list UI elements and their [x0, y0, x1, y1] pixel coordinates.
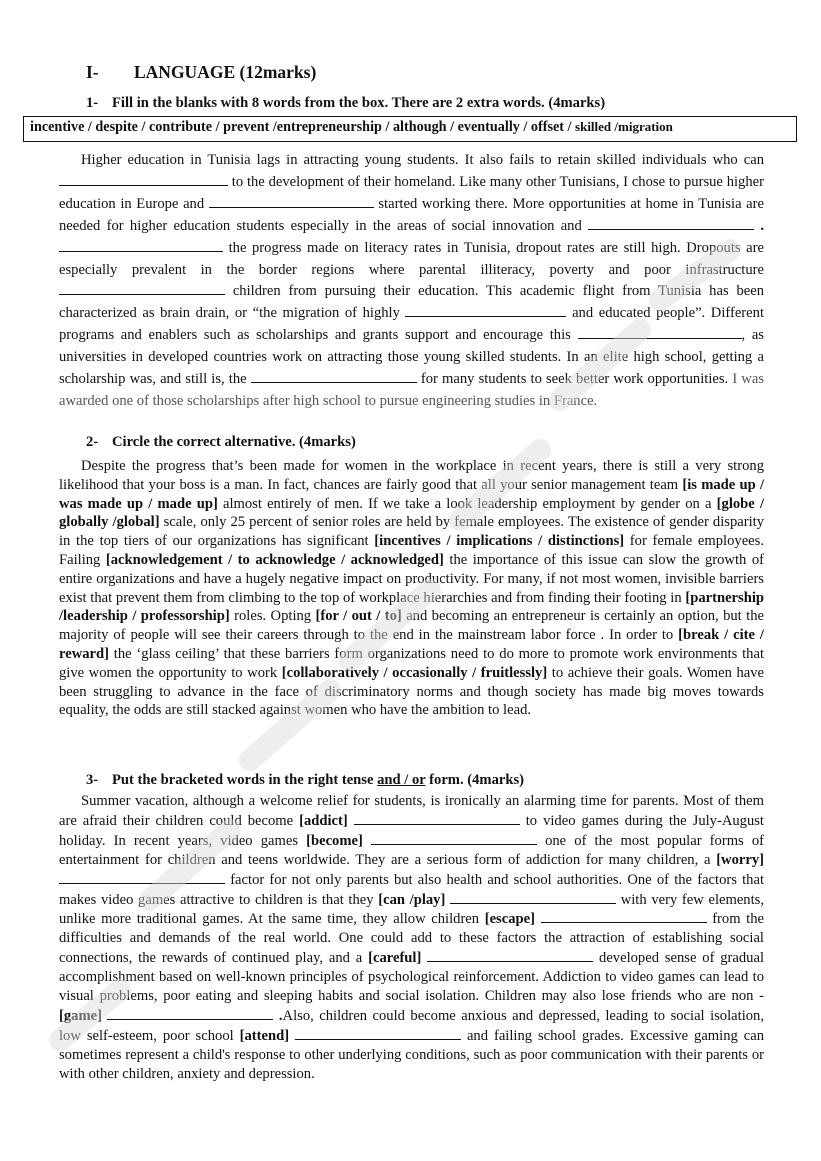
blank-3[interactable] — [588, 216, 754, 230]
text-segment: I was awarded one of those scholarships after high school to pursue engineering studies in France. — [59, 371, 764, 409]
text-segment: Despite the progress that’s been made for women in the workplace in recent years, there is still a very strong likelihood that your boss is a man. In fact, chances are fairly good that all your senior management team — [59, 458, 764, 493]
text-segment: . — [273, 1007, 283, 1024]
text-segment: , as universities in developed countries work on attracting those young skilled students. In an elite high school, getting a scholarship was, and still is, the — [59, 327, 764, 388]
text-segment: and failing school grades. Excessive gaming can sometimes represent a child's response to other underlying conditions, such as poor communication with their parents or with other children, anxiety and depression. — [59, 1027, 764, 1082]
bracketed-word: [careful] — [368, 950, 422, 967]
exercise-3-instructions-end: form. (4marks) — [425, 772, 524, 788]
exercise-2-title — [86, 434, 356, 451]
bracketed-word: [escape] — [484, 911, 535, 928]
bracketed-word: [attend] — [239, 1027, 290, 1044]
text-segment: for female employees. Failing — [59, 533, 764, 568]
section-heading — [86, 62, 316, 83]
text-segment: with very few elements, unlike more traditional games. At the same time, they allow children — [59, 891, 764, 928]
verb-blank-1[interactable] — [354, 811, 520, 825]
text-segment: the progress made on literacy rates in Tunisia, dropout rates are still high. Dropouts are especially prevalent in the border regions where parental illiteracy, poverty and poor infrastructure — [59, 239, 764, 278]
text-segment: . — [754, 217, 764, 234]
text-segment: to achieve their goals. Women have been struggling to advance in the face of discriminatory norms and though society has made big moves towards equality, the odds are still stacked against women who have the ambition to lead. — [59, 664, 764, 719]
exercise-3-instructions-underlined: and / or — [377, 772, 426, 788]
bracketed-word: [addict] — [299, 812, 348, 829]
text-segment: to the development of their homeland. Like many other Tunisians, I chose to pursue higher education in Europe and — [59, 173, 764, 212]
text-segment: scale, only 25 percent of senior roles are held by female employees. The existence of gender disparity in the top tiers of our organizations has significant — [59, 514, 764, 550]
exercise-3-instructions: Put the bracketed words in the right tense — [112, 772, 378, 788]
section-number: I- — [86, 62, 99, 82]
blank-1[interactable] — [59, 172, 228, 186]
verb-blank-6[interactable] — [427, 948, 593, 962]
verb-blank-5[interactable] — [541, 909, 707, 923]
alternative-choice-3[interactable]: [incentives / implications / distinctions] — [374, 533, 625, 550]
text-segment: the ‘glass ceiling’ that these barriers form organizations need to do more to promote work environments that give women the opportunity to work — [59, 645, 764, 681]
text-segment: children from pursuing their education. This academic flight from Tunisia has been characterized as brain drain, or “the migration of highly — [59, 283, 764, 322]
exercise-2-text — [59, 457, 764, 720]
word-box — [23, 116, 797, 142]
bracketed-word: [can /play] — [378, 891, 446, 908]
bracketed-word: [become] — [306, 832, 363, 849]
text-segment: to video games during the July-August holiday. In recent years, video games — [59, 812, 764, 849]
bracketed-word: [worry] — [716, 851, 764, 868]
alternative-choice-5[interactable]: [partnership /leadership / professorship] — [59, 589, 764, 625]
exercise-2-instructions: Circle the correct alternative. (4marks) — [112, 434, 356, 450]
alternative-choice-2[interactable]: [globe / globally /global] — [59, 495, 764, 531]
alternative-choice-6[interactable]: [for / out / to] — [315, 608, 402, 625]
text-segment: Summer vacation, although a welcome relief for students, is ironically an alarming time for parents. Most of them are afraid their children could become — [59, 793, 764, 829]
text-segment: started working there. More opportunities at home in Tunisia are needed for higher education students especially in the areas of social innovation and — [59, 195, 764, 234]
verb-blank-8[interactable] — [295, 1026, 461, 1040]
bracketed-word: [game] — [59, 1007, 102, 1024]
verb-blank-3[interactable] — [59, 870, 225, 884]
alternative-choice-7[interactable]: [break / cite / reward] — [59, 627, 764, 662]
text-segment: and educated people”. Different programs and enablers such as scholarships and grants support and encourage this — [59, 305, 764, 344]
text-segment: and becoming an entrepreneur is certainly an option, but the majority of people will see their careers through to the end in the mainstream labor force . In order to — [59, 608, 764, 644]
exercise-1-number: 1- — [86, 95, 99, 111]
verb-blank-4[interactable] — [450, 890, 616, 904]
text-segment: Also, children could become anxious and depressed, leading to social isolation, low self-esteem, poor school — [59, 1007, 764, 1044]
section-title: LANGUAGE (12marks) — [134, 62, 317, 82]
alternative-choice-1[interactable]: [is made up / was made up / made up] — [59, 476, 765, 512]
blank-4[interactable] — [59, 238, 223, 252]
exercise-3-title — [86, 772, 524, 789]
exercise-1-text — [59, 150, 764, 413]
text-segment: the importance of this issue can slow the growth of entire organizations and have a hugely negative impact on productivity. For many, if not most women, invisible barriers exist that prevent them from climbing to the top of workplace hierarchies and from finding their footing in — [59, 551, 764, 606]
text-segment: almost entirely of men. If we take a look leadership employment by gender on a — [217, 495, 717, 512]
word-box-words-small: skilled /migration — [575, 119, 673, 134]
text-segment: for many students to seek better work opportunities. — [416, 371, 729, 388]
blank-6[interactable] — [405, 303, 566, 317]
alternative-choice-8[interactable]: [collaboratively / occasionally / fruitlessly] — [281, 664, 548, 681]
blank-2[interactable] — [209, 194, 374, 208]
verb-blank-7[interactable] — [107, 1006, 273, 1020]
text-segment: factor for not only parents but also health and school authorities. One of the factors that makes video games attractive to children is that they — [59, 871, 764, 908]
text-segment: roles. Opting — [229, 608, 316, 625]
verb-blank-2[interactable] — [371, 831, 537, 845]
blank-5[interactable] — [59, 281, 225, 295]
text-segment: Higher education in Tunisia lags in attracting young students. It also fails to retain skilled individuals who can — [81, 152, 764, 168]
blank-8[interactable] — [251, 369, 417, 383]
exercise-2-number: 2- — [86, 434, 99, 450]
exercise-1-title — [86, 95, 605, 112]
text-segment: from the difficulties and demands of the real world. One could add to these factors the attraction of establishing social connections, the rewards of continued play, and a — [59, 911, 765, 967]
exercise-3-text — [59, 792, 764, 1084]
alternative-choice-4[interactable]: [acknowledgement / to acknowledge / acknowledged] — [105, 551, 444, 568]
exercise-1-instructions: Fill in the blanks with 8 words from the box. There are 2 extra words. (4marks) — [112, 95, 606, 111]
text-segment: developed sense of gradual accomplishment based on well-known principles of psychological reinforcement. Addiction to video games can lead to visual problems, poor eating and sleeping habits and social isolation. Children may also lose friends who are non - — [59, 950, 765, 1005]
word-box-words: incentive / despite / contribute / prevent /entrepreneurship / although / eventually / offset / — [30, 119, 576, 135]
exercise-3-number: 3- — [86, 772, 99, 788]
blank-7[interactable] — [578, 325, 742, 339]
text-segment: one of the most popular forms of entertainment for children and teens worldwide. They are a serious form of addiction for many children, a — [59, 832, 764, 868]
